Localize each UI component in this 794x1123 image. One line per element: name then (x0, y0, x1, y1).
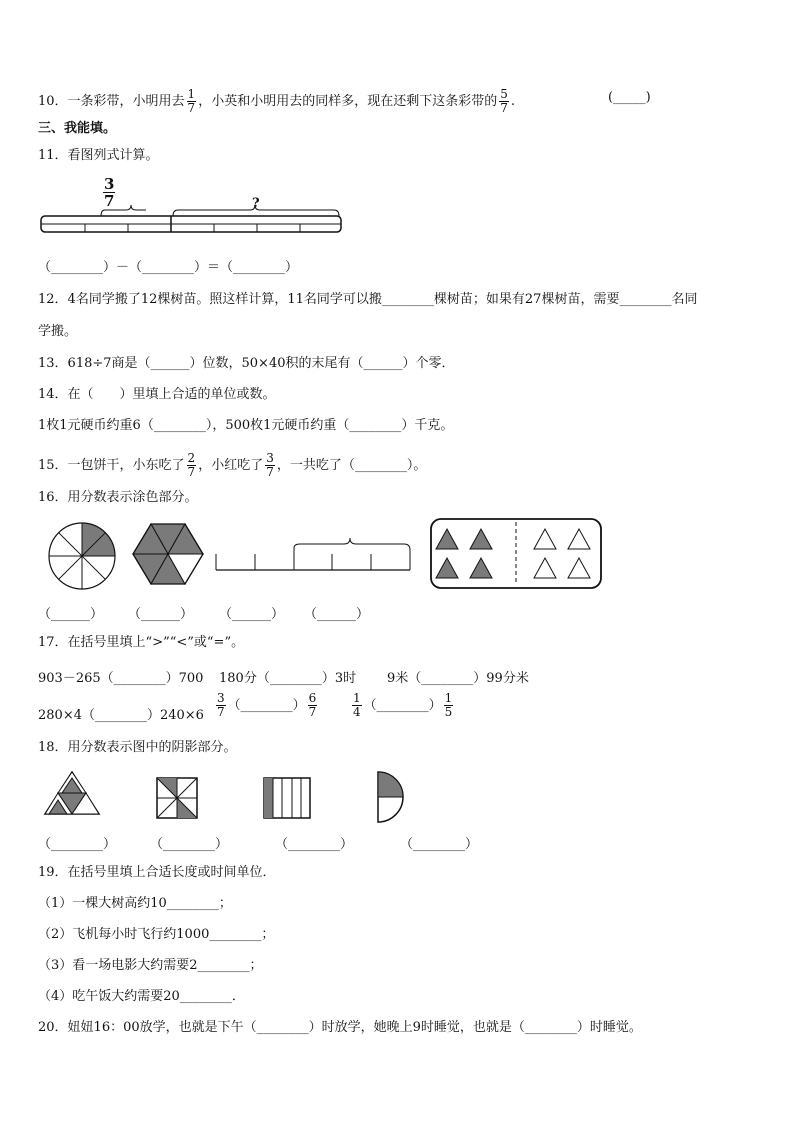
q18-blank-2[interactable]: （________） (150, 837, 229, 852)
q16-blank-2[interactable]: （______） (128, 607, 194, 622)
q18-blank-1[interactable]: （________） (38, 837, 117, 852)
q15-fraction-2: $\frac{3}{7}$ (266, 451, 274, 479)
q19-item-1[interactable]: （1）一棵大树高约10________； (38, 896, 232, 911)
q11-segment-diagram (38, 208, 348, 248)
q10-fraction-1: $\frac{1}{7}$ (187, 87, 196, 115)
q19-item-3[interactable]: （3）看一场电影大约需要2________； (38, 958, 263, 973)
question-12-line-2: 学搬。 (38, 324, 78, 339)
q16-hexagon-figure (128, 518, 208, 590)
q17-row1-item1[interactable]: 903－265（________）700 (38, 671, 204, 686)
q17-row1-item3[interactable]: 9米（________）99分米 (387, 671, 529, 686)
q17-row1-item2[interactable]: 180分（________）3时 (219, 671, 357, 686)
question-16: 16．用分数表示涂色部分。 (38, 490, 198, 505)
q18-blank-4[interactable]: （________） (400, 837, 479, 852)
q16-blank-3[interactable]: （______） (219, 607, 285, 622)
question-20[interactable]: 20．妞妞16：00放学，也就是下午（________）时放学，她晚上9时睡觉，也就是（________）时睡觉。 (38, 1020, 642, 1035)
q16-blank-4[interactable]: （______） (304, 607, 370, 622)
q11-answer-blanks[interactable]: （________）－（________）＝（________） (38, 260, 299, 275)
q18-blank-3[interactable]: （________） (275, 837, 354, 852)
q18-square-figure (155, 776, 201, 822)
question-10: 10．一条彩带，小明用去 $\frac{1}{7}$ ，小英和小明用去的同样多，现在还剩下这条彩带的 $\frac{5}{7}$ . (38, 87, 515, 115)
q10-fraction-2: $\frac{5}{7}$ (500, 87, 508, 115)
question-13: 13．618÷7商是（______）位数，50×40积的末尾有（______）个零． (38, 356, 455, 371)
q19-item-2[interactable]: （2）飞机每小时飞行约1000________； (38, 927, 275, 942)
q11-question-mark: ? (252, 196, 260, 211)
q10-text-b: ，小英和小明用去的同样多，现在还剩下这条彩带的 (198, 94, 498, 109)
question-15: 15．一包饼干，小东吃了 $\frac{2}{7}$ ，小红吃了 $\frac{3}{7}$ ，一共吃了（________）。 (38, 451, 427, 479)
q16-triangles-figure (430, 518, 602, 590)
question-19: 19．在括号里填上合适长度或时间单位． (38, 865, 276, 880)
q18-semicircle-figure (374, 770, 404, 826)
q16-blank-1[interactable]: （______） (38, 607, 104, 622)
q17-row2-item1[interactable]: 280×4（________）240×6 (38, 708, 204, 723)
question-18: 18．用分数表示图中的阴影部分。 (38, 740, 237, 755)
q10-text-a: 10．一条彩带，小明用去 (38, 94, 185, 109)
q15-fraction-1: $\frac{2}{7}$ (187, 451, 196, 479)
question-14-line-1: 14．在（ ）里填上合适的单位或数。 (38, 387, 276, 402)
q11-fraction-label: $\frac{3}{7}$ (104, 175, 115, 210)
q16-circle-figure (47, 521, 117, 591)
q17-row2-item3[interactable]: $\frac{1}{4}$ （________） $\frac{1}{5}$ (353, 691, 453, 719)
q18-triangle-figure (43, 768, 113, 820)
q18-rectangle-figure (262, 776, 314, 822)
question-11: 11．看图列式计算。 (38, 148, 159, 163)
q10-answer-blank[interactable]: (_____) (608, 90, 651, 105)
question-12-line-1: 12．4名同学搬了12棵树苗。照这样计算，11名同学可以搬________棵树苗；如果有27棵树苗，需要________名同 (38, 292, 698, 307)
section-3-title: 三、我能填。 (38, 121, 117, 136)
q19-item-4[interactable]: （4）吃午饭大约需要20________． (38, 989, 245, 1004)
q16-segment-figure (214, 534, 414, 574)
q17-row2-item2[interactable]: $\frac{3}{7}$ （________） $\frac{6}{7}$ (217, 691, 317, 719)
question-17: 17．在括号里填上“>”“<”或“=”。 (38, 635, 245, 650)
question-14-line-2: 1枚1元硬币约重6（________），500枚1元硬币约重（________）千克。 (38, 418, 454, 433)
